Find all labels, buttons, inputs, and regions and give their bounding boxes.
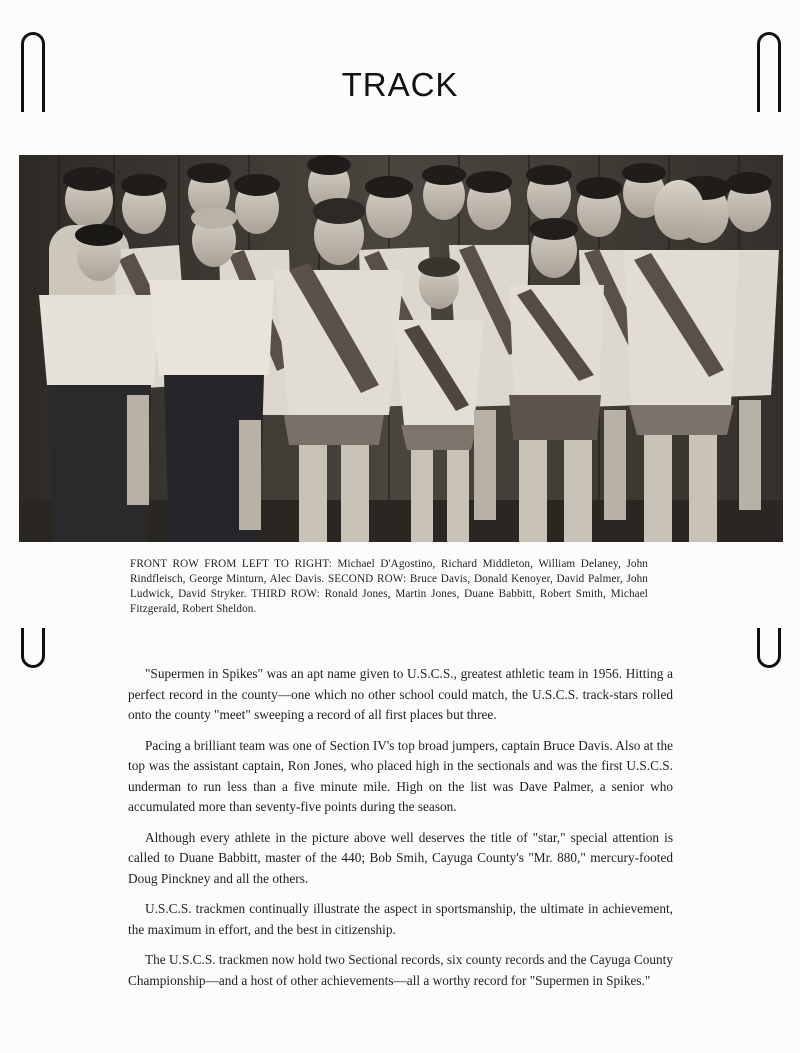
right-bracket-bottom	[757, 628, 781, 668]
photo-caption: FRONT ROW FROM LEFT TO RIGHT: Michael D'Agostino, Richard Middleton, William Delaney, John Rindfleisch, George Minturn, Alec Davis. SECOND ROW: Bruce Davis, Donald Kenoyer, David Palmer, John Ludwick, David Stryker. THIRD ROW: Ronald Jones, Martin Jones, Duane Babbitt, Robert Smith, Michael Fitzgerald, Robert Sheldon.	[130, 558, 648, 615]
article-body	[128, 664, 673, 1001]
paragraph: The U.S.C.S. trackmen now hold two Sectional records, six county records and the Cayuga County Championship—and a host of other achievements—all a worthy record for "Supermen in Spikes."	[128, 952, 673, 988]
paragraph: Although every athlete in the picture above well deserves the title of "star," special attention is called to Duane Babbitt, master of the 440; Bob Smih, Cayuga County's "Mr. 880," mercury-footed Doug Pinckney and all the others.	[128, 829, 673, 886]
paragraph: Pacing a brilliant team was one of Section IV's top broad jumpers, captain Bruce Davis. Also at the top was the assistant captain, Ron Jones, who placed high in the sectionals and was the first U.S.C.S. underman to run less than a five minute mile. High on the list was Dave Palmer, a senior who accumulated more than seventy-five points during the season.	[128, 737, 673, 814]
paragraph: "Supermen in Spikes" was an apt name given to U.S.C.S., greatest athletic team in 1956. Hitting a perfect record in the county—one which no other school could match, the U.S.C.S. track-stars rolled onto the county "meet" sweeping a record of all first places but three.	[128, 666, 673, 722]
team-photo	[19, 155, 783, 542]
paragraph: U.S.C.S. trackmen continually illustrate the aspect in sportsmanship, the ultimate in achievement, the maximum in effort, and the best in citizenship.	[128, 901, 673, 937]
left-bracket-bottom	[21, 628, 45, 668]
page-title: TRACK	[341, 66, 459, 103]
